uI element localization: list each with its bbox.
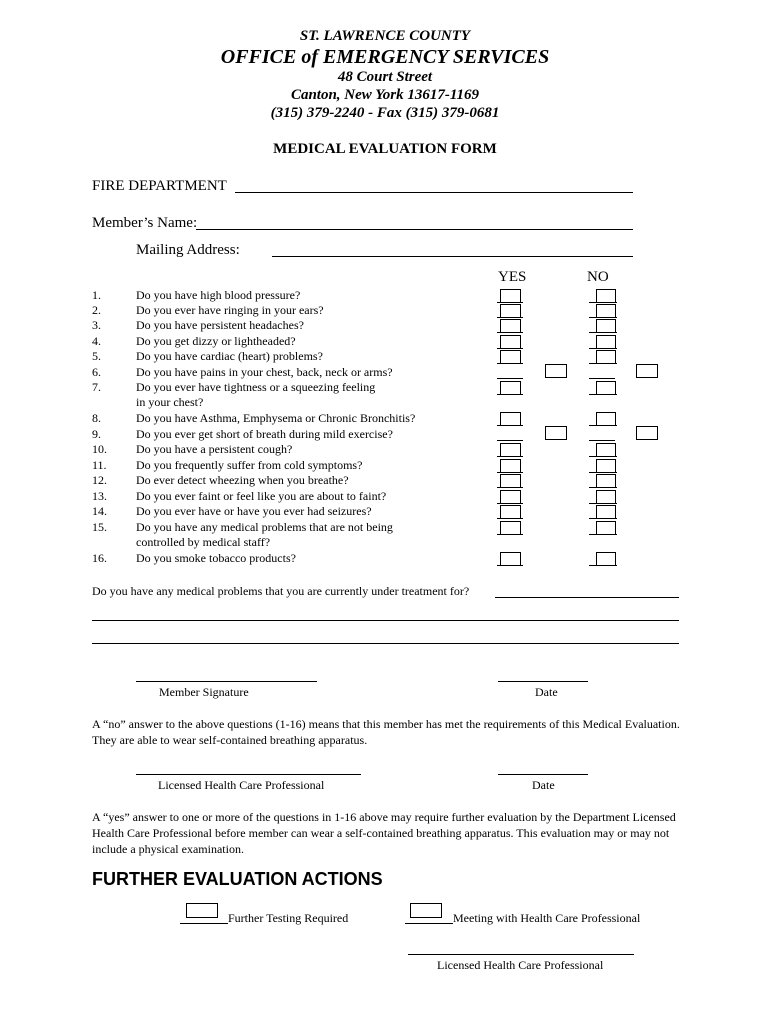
yes-checkbox[interactable] — [545, 364, 567, 378]
office-city: Canton, New York 13617-1169 — [290, 87, 480, 103]
question-text: Do you ever have tightness or a squeezing feeling — [136, 380, 376, 394]
question-number: 6. — [92, 365, 101, 379]
answer-underline — [497, 363, 523, 364]
question-text: Do you have Asthma, Emphysema or Chronic Bronchitis? — [136, 411, 416, 425]
question-number: 12. — [92, 473, 107, 487]
no-checkbox[interactable] — [596, 381, 616, 395]
answer-underline — [589, 487, 617, 488]
answer-underline — [589, 302, 617, 303]
answer-underline — [497, 518, 523, 519]
answer-underline — [497, 425, 523, 426]
no-checkbox[interactable] — [596, 319, 616, 333]
question-text: Do you get dizzy or lightheaded? — [136, 334, 296, 348]
question-text: Do you have high blood pressure? — [136, 288, 301, 302]
fire-department-label: FIRE DEPARTMENT — [92, 178, 227, 194]
further-testing-checkbox[interactable] — [186, 903, 218, 918]
member-date-label: Date — [535, 685, 558, 699]
no-checkbox[interactable] — [596, 521, 616, 535]
question-number: 5. — [92, 349, 101, 363]
answer-underline — [589, 425, 617, 426]
question-number: 2. — [92, 303, 101, 317]
no-checkbox[interactable] — [596, 474, 616, 488]
member-date-field[interactable] — [498, 681, 588, 682]
answer-underline — [497, 472, 523, 473]
meeting-underline — [405, 923, 453, 924]
yes-checkbox[interactable] — [545, 426, 567, 440]
question-text: Do you ever get short of breath during mild exercise? — [136, 427, 393, 441]
question-text: Do you ever have ringing in your ears? — [136, 303, 324, 317]
further-testing-label: Further Testing Required — [228, 911, 349, 925]
answer-underline — [497, 317, 523, 318]
further-evaluation-heading: FURTHER EVALUATION ACTIONS — [92, 869, 383, 889]
answer-underline — [497, 487, 523, 488]
question-text: Do you have a persistent cough? — [136, 442, 293, 456]
yes-checkbox[interactable] — [500, 490, 521, 504]
no-checkbox[interactable] — [636, 426, 658, 440]
question-number: 10. — [92, 442, 107, 456]
further-professional-label: Licensed Health Care Professional — [437, 958, 604, 972]
no-checkbox[interactable] — [596, 350, 616, 364]
professional-signature-label: Licensed Health Care Professional — [158, 778, 325, 792]
office-phone: (315) 379-2240 - Fax (315) 379-0681 — [270, 105, 500, 121]
yes-checkbox[interactable] — [500, 412, 521, 426]
mailing-address-field[interactable] — [272, 256, 633, 257]
yes-answer-paragraph: A “yes” answer to one or more of the questions in 1-16 above may require further evaluation by the Department Licensed Health Care Professional before member can wear a self-contained breathing apparatus. This evaluation may or may not include a physical examination. — [92, 810, 676, 856]
answer-underline — [589, 363, 617, 364]
question-text: Do you smoke tobacco products? — [136, 551, 296, 565]
question-number: 9. — [92, 427, 101, 441]
answer-underline — [497, 394, 523, 395]
answer-underline — [589, 378, 615, 379]
yes-checkbox[interactable] — [500, 459, 521, 473]
question-text-continued: in your chest? — [136, 395, 204, 409]
yes-column-header: YES — [498, 269, 527, 285]
members-name-field[interactable] — [196, 229, 633, 230]
meeting-label: Meeting with Health Care Professional — [453, 911, 641, 925]
further-testing-underline — [180, 923, 228, 924]
treatment-answer-line-3[interactable] — [92, 643, 679, 644]
answer-underline — [497, 534, 523, 535]
members-name-label: Member’s Name: — [92, 215, 198, 231]
answer-underline — [497, 440, 523, 441]
answer-underline — [497, 302, 523, 303]
treatment-answer-line-1[interactable] — [495, 597, 679, 598]
answer-underline — [589, 472, 617, 473]
no-checkbox[interactable] — [596, 459, 616, 473]
yes-checkbox[interactable] — [500, 474, 521, 488]
question-text: Do you ever have or have you ever had seizures? — [136, 504, 372, 518]
yes-checkbox[interactable] — [500, 521, 521, 535]
question-number: 13. — [92, 489, 107, 503]
answer-underline — [497, 456, 523, 457]
form-title: MEDICAL EVALUATION FORM — [273, 141, 497, 157]
no-answer-paragraph: A “no” answer to the above questions (1-16) means that this member has met the requirements of this Medical Evaluation. They are able to wear self-contained breathing apparatus. — [92, 717, 680, 747]
no-checkbox[interactable] — [596, 490, 616, 504]
no-column-header: NO — [587, 269, 609, 285]
answer-underline — [589, 565, 617, 566]
question-number: 11. — [92, 458, 107, 472]
treatment-question: Do you have any medical problems that you are currently under treatment for? — [92, 584, 470, 598]
yes-checkbox[interactable] — [500, 304, 521, 318]
treatment-answer-line-2[interactable] — [92, 620, 679, 621]
yes-checkbox[interactable] — [500, 505, 521, 519]
member-signature-label: Member Signature — [159, 685, 249, 699]
no-checkbox[interactable] — [596, 289, 616, 303]
question-text: Do you ever faint or feel like you are about to faint? — [136, 489, 387, 503]
answer-underline — [497, 378, 523, 379]
answer-underline — [589, 456, 617, 457]
answer-underline — [589, 518, 617, 519]
answer-underline — [497, 565, 523, 566]
question-number: 16. — [92, 551, 107, 565]
yes-checkbox[interactable] — [500, 350, 521, 364]
meeting-checkbox[interactable] — [410, 903, 442, 918]
question-number: 7. — [92, 380, 101, 394]
answer-underline — [497, 503, 523, 504]
mailing-address-label: Mailing Address: — [136, 242, 240, 258]
question-text: Do you frequently suffer from cold symptoms? — [136, 458, 363, 472]
no-checkbox[interactable] — [596, 443, 616, 457]
question-number: 3. — [92, 318, 101, 332]
question-text-continued: controlled by medical staff? — [136, 535, 271, 549]
no-checkbox[interactable] — [596, 304, 616, 318]
question-number: 15. — [92, 520, 107, 534]
answer-underline — [497, 348, 523, 349]
yes-checkbox[interactable] — [500, 335, 521, 349]
no-checkbox[interactable] — [596, 552, 616, 566]
yes-checkbox[interactable] — [500, 319, 521, 333]
answer-underline — [497, 332, 523, 333]
yes-checkbox[interactable] — [500, 381, 521, 395]
answer-underline — [589, 394, 617, 395]
question-number: 4. — [92, 334, 101, 348]
question-number: 8. — [92, 411, 101, 425]
office-street: 48 Court Street — [337, 69, 433, 85]
county-name: ST. LAWRENCE COUNTY — [299, 28, 471, 44]
no-checkbox[interactable] — [596, 412, 616, 426]
no-checkbox[interactable] — [596, 505, 616, 519]
answer-underline — [589, 440, 615, 441]
answer-underline — [589, 503, 617, 504]
professional-date-field[interactable] — [498, 774, 588, 775]
no-checkbox[interactable] — [636, 364, 658, 378]
no-checkbox[interactable] — [596, 335, 616, 349]
question-text: Do you have persistent headaches? — [136, 318, 304, 332]
answer-underline — [589, 317, 617, 318]
answer-underline — [589, 348, 617, 349]
question-text: Do ever detect wheezing when you breathe? — [136, 473, 349, 487]
yes-checkbox[interactable] — [500, 289, 521, 303]
question-number: 1. — [92, 288, 101, 302]
question-number: 14. — [92, 504, 107, 518]
question-text: Do you have pains in your chest, back, neck or arms? — [136, 365, 393, 379]
professional-date-label: Date — [532, 778, 555, 792]
yes-checkbox[interactable] — [500, 552, 521, 566]
fire-department-field[interactable] — [235, 192, 633, 193]
yes-checkbox[interactable] — [500, 443, 521, 457]
member-signature-field[interactable] — [136, 681, 317, 682]
professional-signature-field[interactable] — [136, 774, 361, 775]
answer-underline — [589, 534, 617, 535]
question-text: Do you have cardiac (heart) problems? — [136, 349, 323, 363]
office-name: OFFICE of EMERGENCY SERVICES — [220, 46, 550, 68]
further-professional-signature-field[interactable] — [408, 954, 634, 955]
answer-underline — [589, 332, 617, 333]
question-text: Do you have any medical problems that are not being — [136, 520, 393, 534]
